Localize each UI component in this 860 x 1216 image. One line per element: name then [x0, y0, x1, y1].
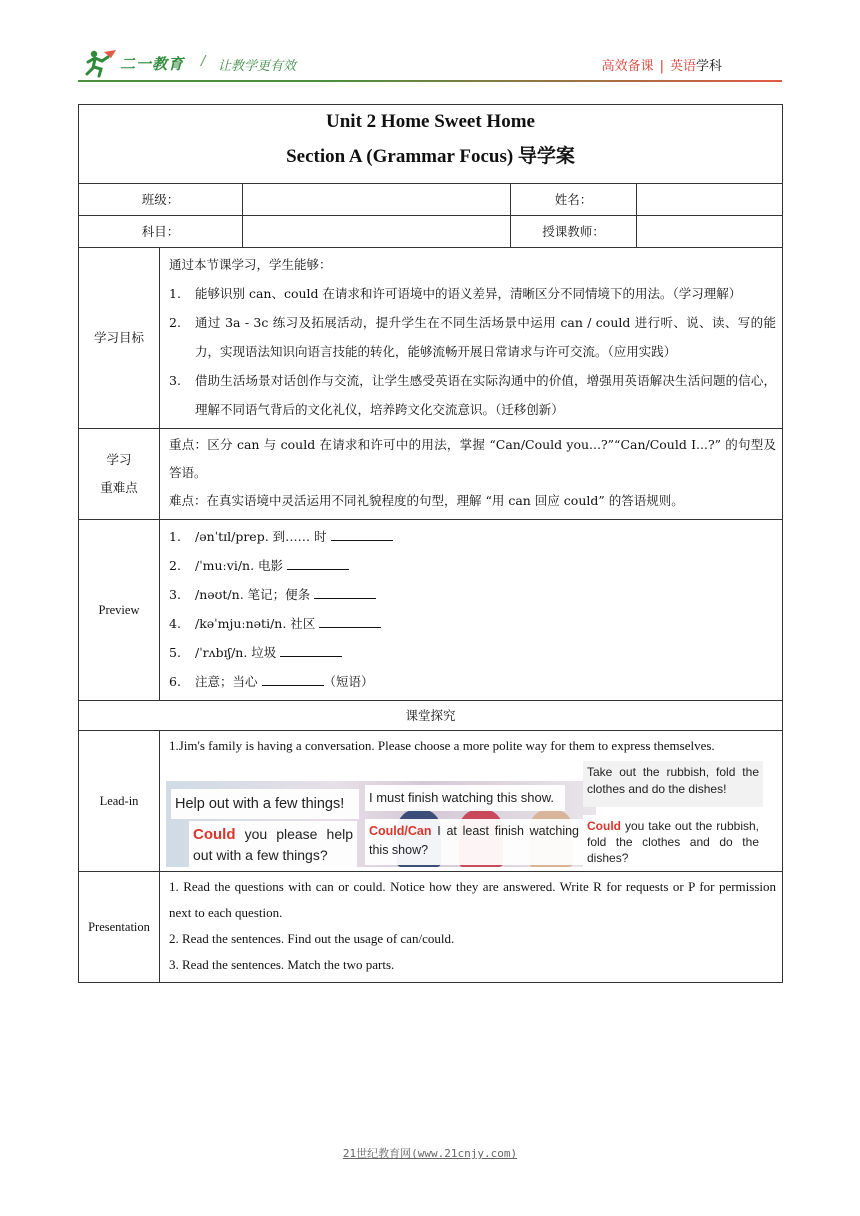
- objective-number: 2.: [169, 315, 181, 330]
- preview-number: 5.: [169, 645, 181, 660]
- highlight-word: Could: [587, 819, 621, 833]
- header-separator: |: [659, 59, 664, 74]
- preview-label: Preview: [79, 520, 160, 701]
- presentation-item: 1. Read the questions with can or could. Notice how they are answered. Write R for requests or P for permission next to each question.: [169, 879, 776, 920]
- objective-text: 能够识别 can、could 在请求和许可语境中的语义差异，清晰区分不同情境下的用法。（学习理解）: [195, 286, 742, 301]
- teacher-label: 授课教师：: [511, 216, 637, 248]
- keypoints-label-line2: 重难点: [100, 480, 138, 495]
- bubble-text: you please help out with a few things?: [193, 826, 353, 863]
- preview-number: 2.: [169, 558, 181, 573]
- worksheet-table: [78, 104, 783, 983]
- leadin-content: [160, 731, 783, 872]
- brand-slogan: 让教学更有效: [218, 59, 297, 74]
- preview-number: 3.: [169, 587, 181, 602]
- footer-link[interactable]: 21世纪教育网(www.21cnjy.com): [342, 1147, 518, 1160]
- presentation-item: 2. Read the sentences. Find out the usage of can/could.: [169, 931, 455, 946]
- preview-number: 4.: [169, 616, 181, 631]
- title-row: [79, 105, 783, 184]
- objective-item: [169, 366, 776, 424]
- preview-suffix: （短语）: [323, 674, 374, 689]
- presentation-item: 3. Read the sentences. Match the two parts.: [169, 957, 395, 972]
- answer-blank[interactable]: [262, 672, 324, 686]
- preview-item: [169, 667, 776, 696]
- speech-bubble: Take out the rubbish, fold the clothes and do the dishes!: [583, 761, 763, 807]
- objectives-intro: 通过本节课学习，学生能够：: [169, 257, 332, 272]
- subject-label: 科目：: [79, 216, 243, 248]
- difficult-point-text: 难点：在真实语境中灵活运用不同礼貌程度的句型，理解 “用 can 回应 could” 的答语规则。: [169, 493, 684, 508]
- presentation-content: [160, 872, 783, 983]
- class-field[interactable]: [243, 184, 511, 216]
- info-row-2: [79, 216, 783, 248]
- preview-item: [169, 609, 776, 638]
- info-row-1: [79, 184, 783, 216]
- header-subject-black: 学科: [695, 59, 722, 74]
- leadin-row: [79, 731, 783, 872]
- name-label: 姓名：: [511, 184, 637, 216]
- keypoints-label: [79, 429, 160, 520]
- preview-item: [169, 638, 776, 667]
- objective-text: 借助生活场景对话创作与交流，让学生感受英语在实际沟通中的价值，增强用英语解决生活问题的信心，理解不同语气背后的文化礼仪，培养跨文化交流意识。（迁移创新）: [195, 373, 776, 417]
- header-subject: [602, 55, 722, 74]
- header-divider: [78, 80, 782, 82]
- bubble-text: I at least finish watching this show?: [369, 824, 579, 857]
- section-title: Section A (Grammar Focus) 导学案: [286, 146, 575, 167]
- objectives-label: 学习目标: [79, 248, 160, 429]
- key-point-text: 重点：区分 can 与 could 在请求和许可中的用法，掌握 “Can/Could you...?”“Can/Could I...?” 的句型及答语。: [169, 437, 776, 480]
- name-field[interactable]: [637, 184, 783, 216]
- answer-blank[interactable]: [314, 585, 376, 599]
- speech-bubble: Help out with a few things!: [171, 789, 359, 819]
- header-slash: /: [201, 54, 206, 69]
- teacher-field[interactable]: [637, 216, 783, 248]
- objective-item: [169, 308, 776, 366]
- runner-logo-icon: [84, 48, 118, 78]
- subject-field[interactable]: [243, 216, 511, 248]
- answer-blank[interactable]: [287, 556, 349, 570]
- objective-text: 通过 3a - 3c 练习及拓展活动，提升学生在不同生活场景中运用 can / could 进行听、说、读、写的能力，实现语法知识向语言技能的转化，能够流畅开展日常请求与许可交流。（应用实践）: [195, 315, 776, 359]
- speech-bubble: [189, 821, 357, 867]
- objective-number: 1.: [169, 286, 181, 301]
- objective-item: [169, 279, 776, 308]
- preview-item: [169, 580, 776, 609]
- presentation-row: [79, 872, 783, 983]
- preview-text: /ˈmuːvi/n. 电影: [195, 558, 284, 573]
- preview-text: /ənˈtɪl/prep. 到…… 时: [195, 529, 327, 544]
- classroom-heading-row: [79, 701, 783, 731]
- leadin-illustration: [169, 763, 776, 869]
- speech-bubble: [583, 815, 763, 869]
- title-cell: [79, 105, 783, 184]
- preview-number: 1.: [169, 529, 181, 544]
- preview-content: [160, 520, 783, 701]
- preview-text: 注意；当心: [195, 674, 258, 689]
- answer-blank[interactable]: [280, 643, 342, 657]
- preview-text: /kəˈmjuːnəti/n. 社区: [195, 616, 316, 631]
- brand-name: 二一教育: [120, 55, 185, 73]
- objective-number: 3.: [169, 373, 181, 388]
- objectives-row: [79, 248, 783, 429]
- leadin-label: Lead-in: [79, 731, 160, 872]
- header-subject-red: 英语: [669, 59, 696, 74]
- objectives-content: [160, 248, 783, 429]
- unit-title: Unit 2 Home Sweet Home: [326, 111, 535, 132]
- keypoints-label-line1: 学习: [106, 452, 132, 467]
- preview-number: 6.: [169, 674, 181, 689]
- keypoints-content: [160, 429, 783, 520]
- preview-item: [169, 522, 776, 551]
- preview-item: [169, 551, 776, 580]
- highlight-word: Could/Can: [369, 824, 432, 838]
- speech-bubble: I must finish watching this show.: [365, 785, 565, 811]
- answer-blank[interactable]: [319, 614, 381, 628]
- header-right-label: 高效备课: [601, 59, 654, 74]
- class-label: 班级：: [79, 184, 243, 216]
- answer-blank[interactable]: [331, 527, 393, 541]
- presentation-label: Presentation: [79, 872, 160, 983]
- preview-row: [79, 520, 783, 701]
- highlight-word: Could: [193, 826, 236, 843]
- speech-bubble: [365, 819, 583, 865]
- preview-text: /ˈrʌbɪʃ/n. 垃圾: [195, 645, 277, 660]
- keypoints-row: [79, 429, 783, 520]
- classroom-heading: 课堂探究: [79, 701, 783, 731]
- bubble-text: you take out the rubbish, fold the clothes and do the dishes?: [587, 819, 759, 865]
- page-header: [78, 42, 782, 84]
- leadin-instruction: 1.Jim's family is having a conversation. Please choose a more polite way for them to express themselves.: [169, 738, 715, 753]
- preview-text: /nəʊt/n. 笔记；便条: [195, 587, 311, 602]
